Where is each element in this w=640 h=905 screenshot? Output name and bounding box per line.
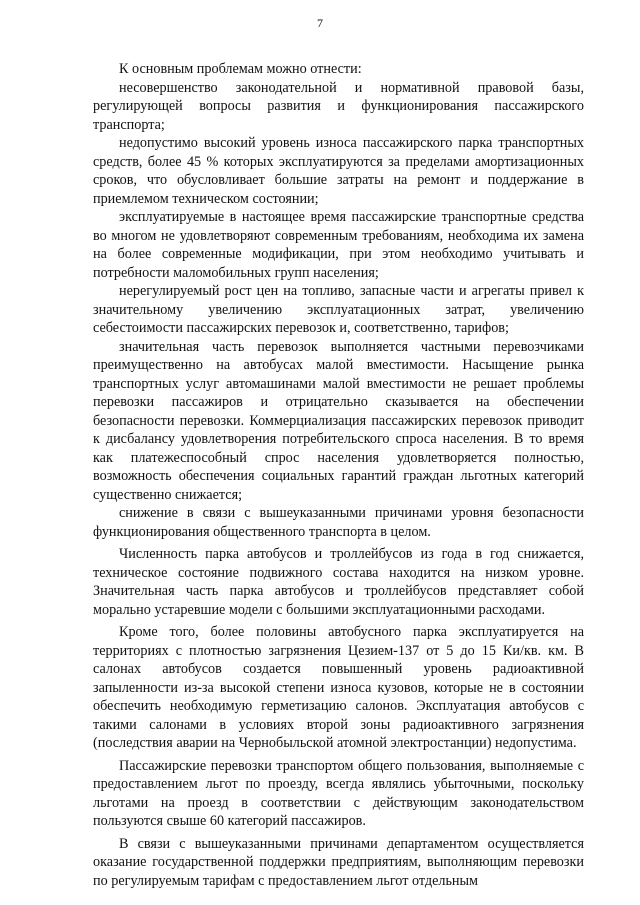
paragraph-problem-private-carriers: значительная часть перевозок выполняется частными перевозчиками преимущественно на автобусах малой вместимости. Насыщение рынка транспортных услуг автомашинами малой вместимости не решает проблемы перевозки пассажиров и отрицательно сказывается на обеспечении безопасности перевозки. Коммерциализация пассажирских перевозок приводит к дисбалансу удовлетворения потребительского спроса населения. В то время как платежеспособный спрос населения удовлетворяется полностью, возможность обеспечения социальных гарантий граждан льготных категорий существенно снижается;: [93, 338, 584, 503]
paragraph-problem-safety: снижение в связи с вышеуказанными причинами уровня безопасности функционирования общественного транспорта в целом.: [93, 505, 584, 540]
paragraph-radiation: Кроме того, более половины автобусного парка эксплуатируется на территориях с плотностью загрязнения Цезием-137 от 5 до 15 Ки/кв. км. В салонах автобусов создается повышенный уровень радиоактивной запыленности из-за высокой степени износа кузовов, которые не в состоянии обеспечить необходимую герметизацию салонов. Эксплуатация автобусов с такими салонами в условиях второй зоны радиоактивного загрязнения (последствия аварии на Чернобыльской атомной электростанции) недопустима.: [93, 624, 584, 751]
paragraph-problem-wear: недопустимо высокий уровень износа пассажирского парка транспортных средств, более 45 % которых эксплуатируются за пределами амортизационных сроков, что обусловливает большие затраты на ремонт и поддержание в приемлемом техническом состоянии;: [93, 135, 584, 207]
page-number: 7: [317, 16, 323, 30]
paragraph-problem-legislation: несовершенство законодательной и нормативной правовой базы, регулирующей вопросы развития и функционирования пассажирского транспорта;: [93, 79, 584, 133]
paragraph-problem-prices: нерегулируемый рост цен на топливо, запасные части и агрегаты привел к значительному увеличению эксплуатационных затрат, увеличению себестоимости пассажирских перевозок и, соответственно, тарифов;: [93, 283, 584, 336]
paragraph-benefits: Пассажирские перевозки транспортом общего пользования, выполняемые с предоставлением льгот по проезду, всегда являлись убыточными, поскольку льготами на проезд в соответствии с действующим законодательством пользуются свыше 60 категорий пассажиров.: [93, 757, 584, 829]
paragraph-state-support: В связи с вышеуказанными причинами департаментом осуществляется оказание государственной поддержки предприятиям, выполняющим перевозки по регулируемым тарифам с предоставлением льгот отдельным: [93, 835, 584, 889]
paragraph-problem-requirements: эксплуатируемые в настоящее время пассажирские транспортные средства во многом не удовлетворяют современным требованиям, необходима их замена на более современные модификации, при этом необходимо учитывать и потребности маломобильных групп населения;: [93, 209, 584, 281]
paragraph-intro: К основным проблемам можно отнести:: [119, 61, 362, 77]
paragraph-fleet: Численность парка автобусов и троллейбусов из года в год снижается, техническое состояние подвижного состава находится на низком уровне. Значительная часть парка автобусов и троллейбусов представляет собой морально устаревшие модели с большими эксплуатационными расходами.: [93, 546, 584, 618]
document-body: [93, 60, 584, 890]
